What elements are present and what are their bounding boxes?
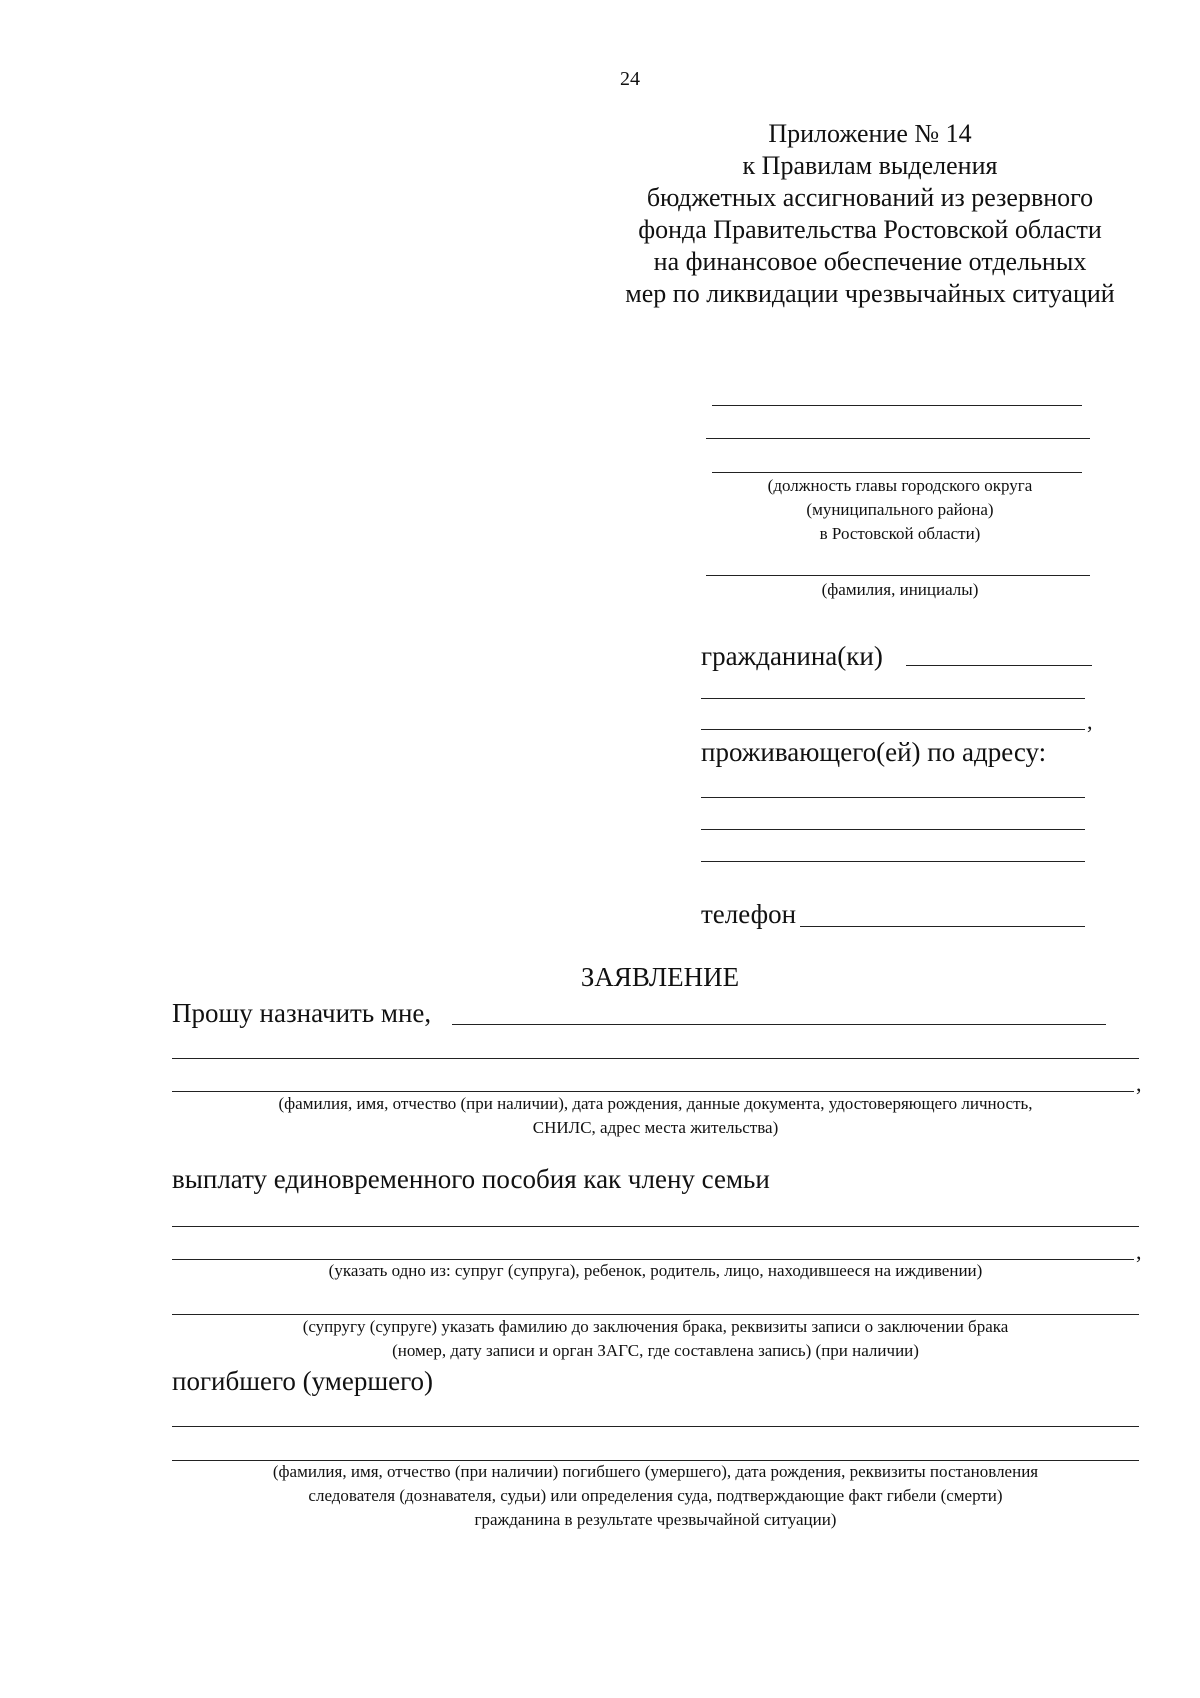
- deceased-field-line-1[interactable]: [172, 1426, 1139, 1427]
- applicant-field-line-1[interactable]: [452, 1024, 1106, 1025]
- deceased-label: погибшего (умершего): [172, 1366, 434, 1396]
- name-caption: (фамилия, инициалы): [821, 580, 979, 599]
- address-field-line-2[interactable]: [701, 829, 1085, 830]
- appendix-line: на финансовое обеспечение отдельных: [653, 247, 1087, 276]
- applicant-caption: (фамилия, имя, отчество (при наличии), дата рождения, данные документа, удостоверяющего личность, СНИЛС, адрес места жительства): [278, 1094, 1033, 1137]
- citizen-label: гражданина(ки): [701, 641, 883, 671]
- comma: ,: [1136, 1239, 1142, 1264]
- position-field-line-2[interactable]: [706, 438, 1090, 439]
- position-field-line-3[interactable]: [712, 472, 1082, 473]
- statement-title: ЗАЯВЛЕНИЕ: [580, 962, 740, 992]
- citizen-field-line-3[interactable]: [701, 729, 1085, 730]
- payment-text: выплату единовременного пособия как члену семьи: [172, 1164, 770, 1194]
- relation-caption: (указать одно из: супруг (супруга), ребенок, родитель, лицо, находившееся на иждивении): [328, 1261, 983, 1280]
- position-field-line-1[interactable]: [712, 405, 1082, 406]
- request-label: Прошу назначить мне,: [172, 998, 432, 1028]
- position-caption: (должность главы городского округа (муниципального района) в Ростовской области): [767, 476, 1033, 543]
- page-number: 24: [620, 68, 640, 90]
- appendix-line: Приложение № 14: [768, 119, 972, 148]
- deceased-caption: (фамилия, имя, отчество (при наличии) погибшего (умершего), дата рождения, реквизиты постановления следователя (дознавателя, судьи) или определения суда, подтверждающие факт гибели (смерти) гражданина в результате чрезвычайной ситуации): [272, 1462, 1039, 1529]
- appendix-line: фонда Правительства Ростовской области: [638, 215, 1102, 244]
- name-field-line[interactable]: [706, 575, 1090, 576]
- appendix-line: мер по ликвидации чрезвычайных ситуаций: [625, 279, 1115, 308]
- citizen-field-line-2[interactable]: [701, 698, 1085, 699]
- relation-field-line-1[interactable]: [172, 1226, 1139, 1227]
- comma: ,: [1087, 709, 1093, 734]
- spouse-caption: (супругу (супруге) указать фамилию до заключения брака, реквизиты записи о заключении брака (номер, дату записи и орган ЗАГС, где составлена запись) (при наличии): [302, 1317, 1009, 1360]
- citizen-field-line-1[interactable]: [906, 665, 1092, 666]
- address-field-line-1[interactable]: [701, 797, 1085, 798]
- address-field-line-3[interactable]: [701, 861, 1085, 862]
- applicant-field-line-2[interactable]: [172, 1058, 1139, 1059]
- address-label: проживающего(ей) по адресу:: [701, 737, 1047, 767]
- phone-field-line[interactable]: [800, 926, 1085, 927]
- appendix-header: [590, 118, 1150, 310]
- comma: ,: [1136, 1071, 1142, 1096]
- phone-label: телефон: [701, 899, 797, 929]
- appendix-line: к Правилам выделения: [742, 151, 998, 180]
- appendix-line: бюджетных ассигнований из резервного: [646, 183, 1094, 212]
